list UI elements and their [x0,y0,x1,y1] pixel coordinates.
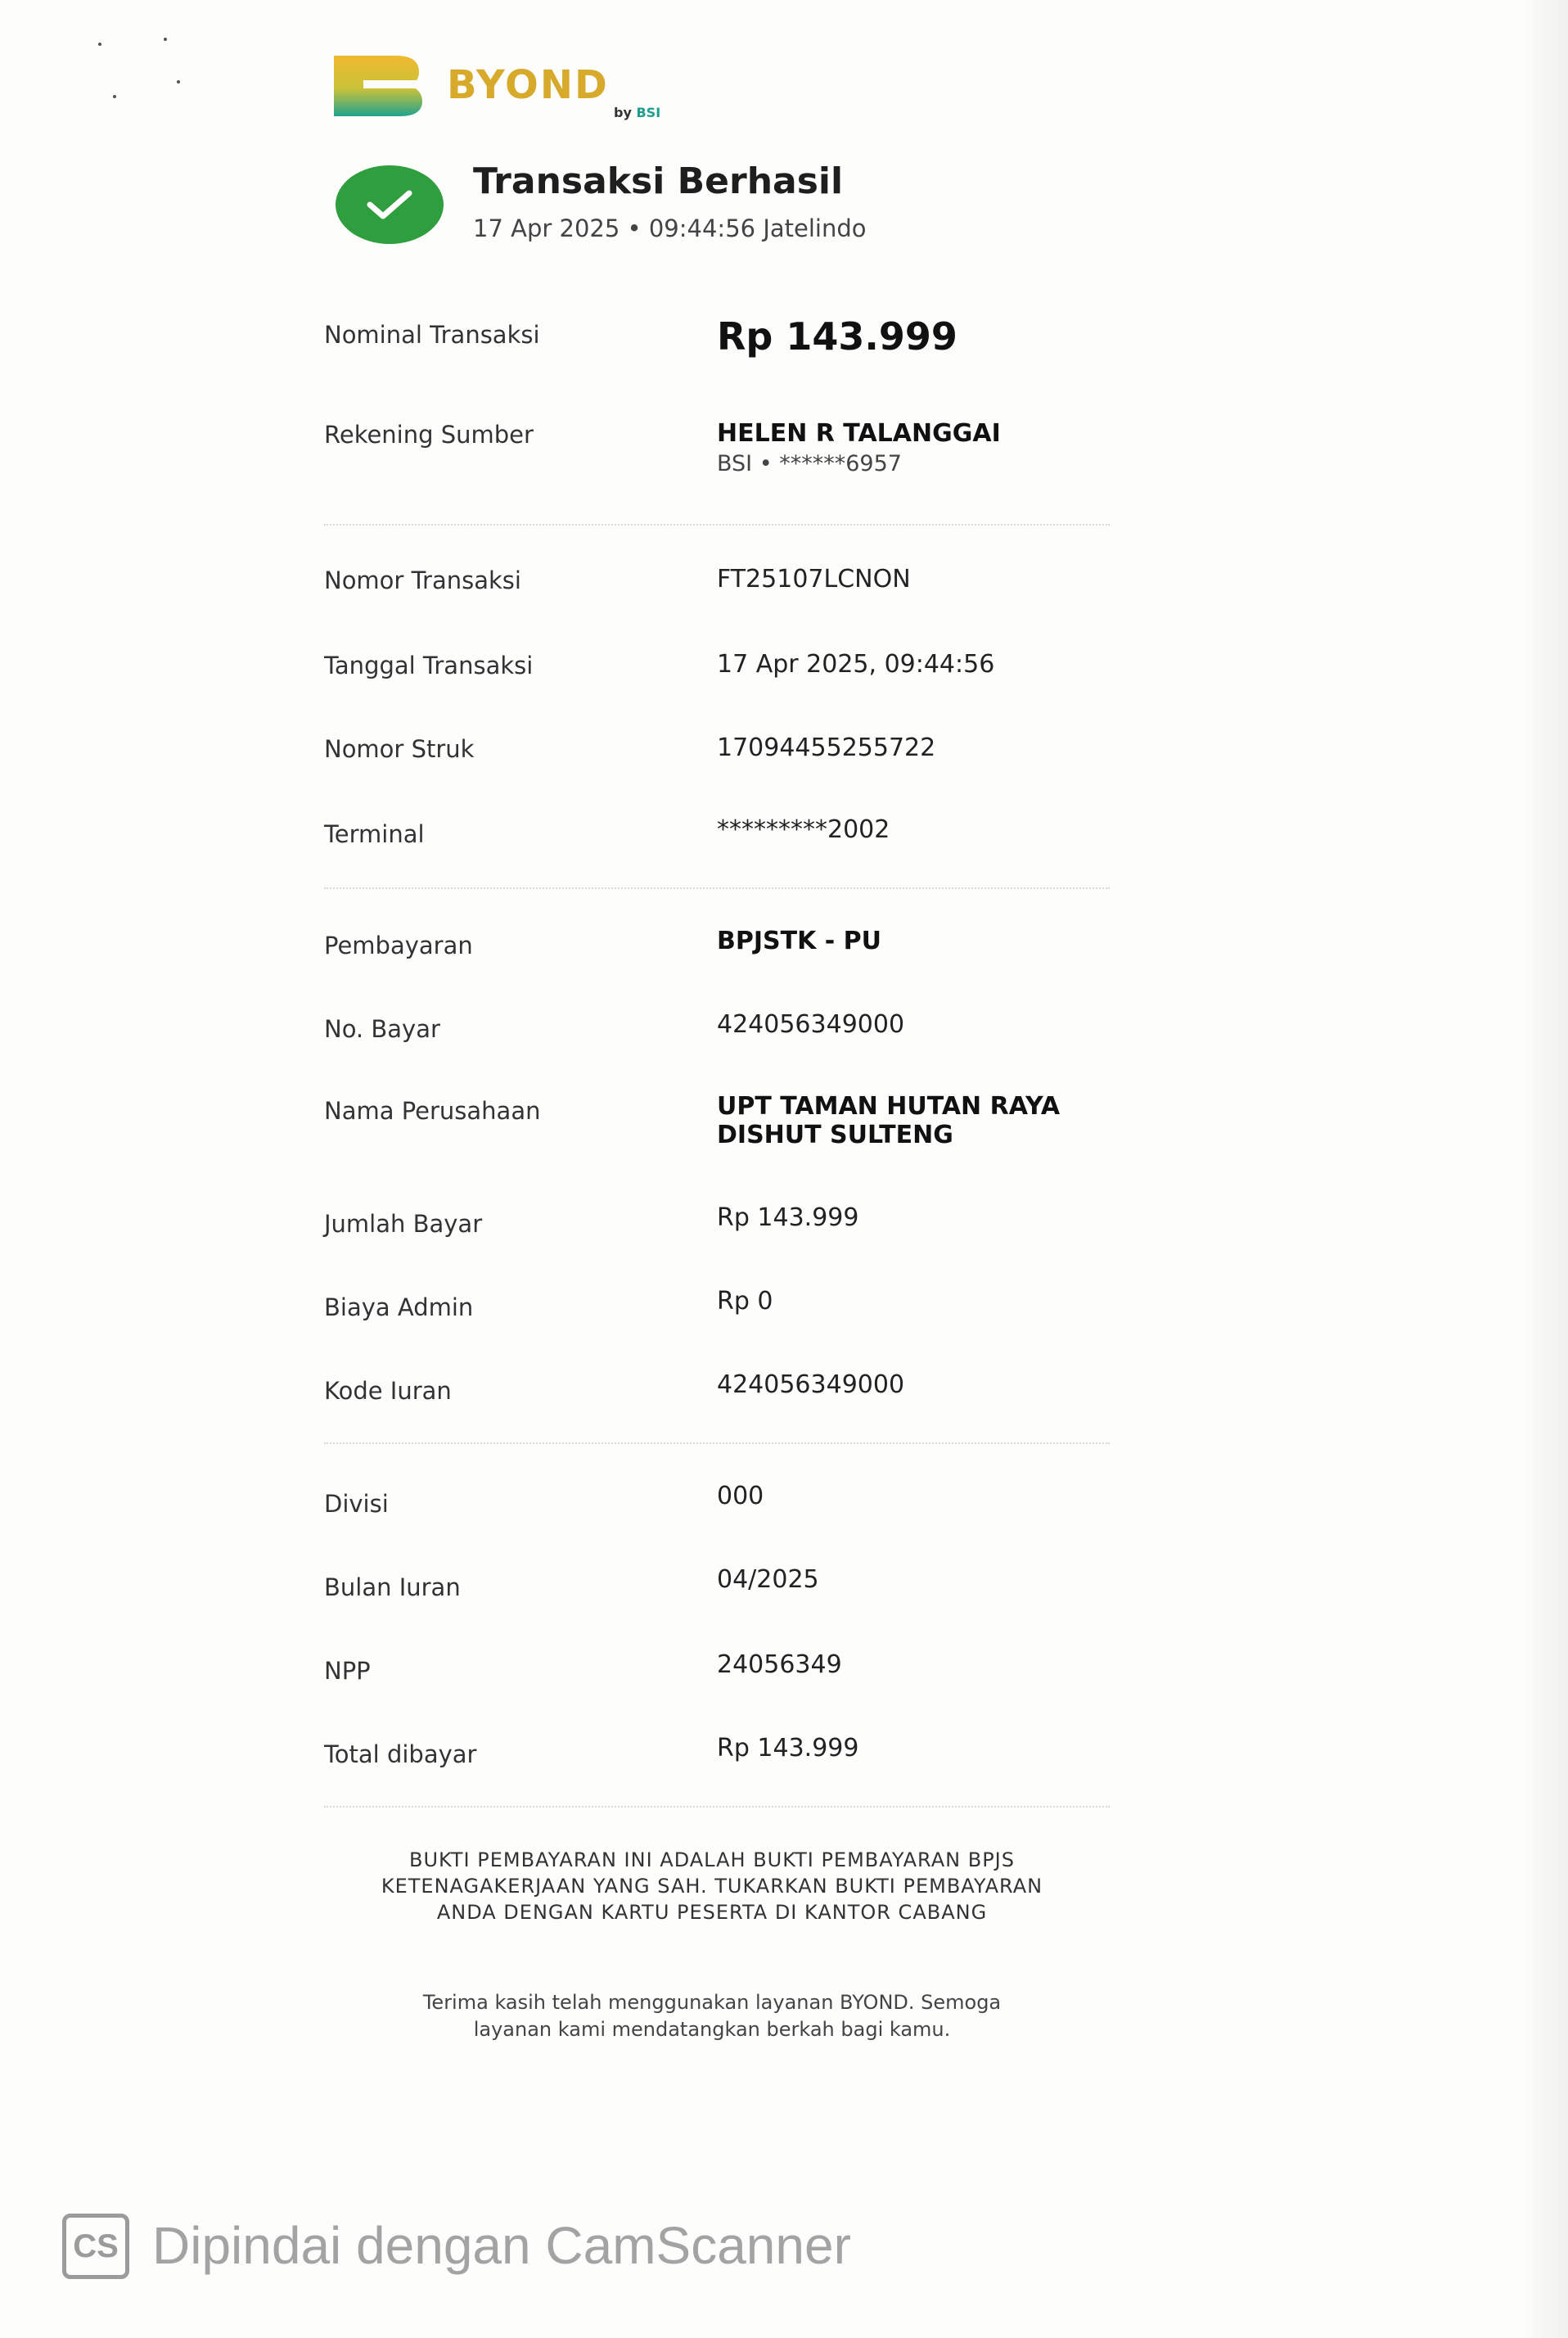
company-name-label: Nama Perusahaan [324,1097,541,1125]
division-value: 000 [717,1482,764,1510]
note-line: KETENAGAKERJAAN YANG SAH. TUKARKAN BUKTI PEMBAYARAN [381,1875,1043,1898]
camscanner-logo-icon: CS [62,2214,129,2279]
note-line: ANDA DENGAN KARTU PESERTA DI KANTOR CABANG [436,1901,988,1924]
page-title: Transaksi Berhasil [473,160,844,202]
admin-fee-value: Rp 0 [717,1287,773,1316]
company-name-value [717,1092,1175,1149]
terminal-label: Terminal [324,820,425,848]
brand-sub-bank: BSI [636,105,661,120]
nominal-value: Rp 143.999 [717,314,957,359]
npp-label: NPP [324,1657,371,1685]
transaction-number-label: Nomor Transaksi [324,566,521,594]
transaction-datetime-subtitle: 17 Apr 2025 • 09:44:56 Jatelindo [473,214,867,242]
scan-speck [98,43,101,46]
contribution-code-value: 424056349000 [717,1370,905,1399]
transaction-date-value: 17 Apr 2025, 09:44:56 [717,650,995,679]
contribution-code-label: Kode Iuran [324,1377,452,1405]
pay-number-label: No. Bayar [324,1015,440,1043]
terminal-value: *********2002 [717,815,890,844]
npp-value: 24056349 [717,1650,842,1679]
brand-sub [614,105,660,120]
bpjs-receipt-note [311,1847,1113,1925]
company-name-line1: UPT TAMAN HUTAN RAYA [717,1092,1061,1121]
source-account-value [717,419,1175,476]
thanks-line: Terima kasih telah menggunakan layanan BYOND. Semoga [422,1991,1002,2014]
success-check-icon [334,164,445,246]
source-account-number: BSI • ******6957 [717,451,902,476]
scan-speck [177,80,180,84]
section-divider [324,1806,1110,1808]
payment-value: BPJSTK - PU [717,927,882,955]
amount-value: Rp 143.999 [717,1203,859,1232]
source-account-label: Rekening Sumber [324,421,534,449]
section-divider [324,887,1110,889]
transaction-number-value: FT25107LCNON [717,565,911,594]
scan-edge-shadow [1519,0,1568,2338]
section-divider [324,1442,1110,1444]
scan-speck [113,95,116,98]
receipt-number-value: 17094455255722 [717,733,936,762]
section-divider [324,524,1110,526]
company-name-line2: DISHUT SULTENG [717,1121,953,1149]
note-line: BUKTI PEMBAYARAN INI ADALAH BUKTI PEMBAYARAN BPJS [408,1848,1015,1871]
total-paid-label: Total dibayar [324,1740,477,1768]
byond-logo [334,54,678,128]
scan-speck [164,38,167,41]
division-label: Divisi [324,1490,389,1518]
payment-label: Pembayaran [324,932,473,959]
admin-fee-label: Biaya Admin [324,1293,474,1321]
contribution-month-label: Bulan Iuran [324,1573,461,1601]
byond-logo-icon [334,56,422,116]
receipt-number-label: Nomor Struk [324,735,475,763]
amount-label: Jumlah Bayar [324,1210,483,1238]
total-paid-value: Rp 143.999 [717,1734,859,1763]
nominal-label: Nominal Transaksi [324,321,540,349]
brand-sub-prefix: by [614,105,632,120]
brand-name: BYOND [447,62,609,108]
pay-number-value: 424056349000 [717,1010,905,1039]
thank-you-message [311,1989,1113,2043]
transaction-date-label: Tanggal Transaksi [324,652,534,679]
contribution-month-value: 04/2025 [717,1565,819,1594]
source-account-name: HELEN R TALANGGAI [717,419,1001,448]
thanks-line: layanan kami mendatangkan berkah bagi kamu. [473,2018,951,2041]
camscanner-text: Dipindai dengan CamScanner [152,2216,851,2275]
